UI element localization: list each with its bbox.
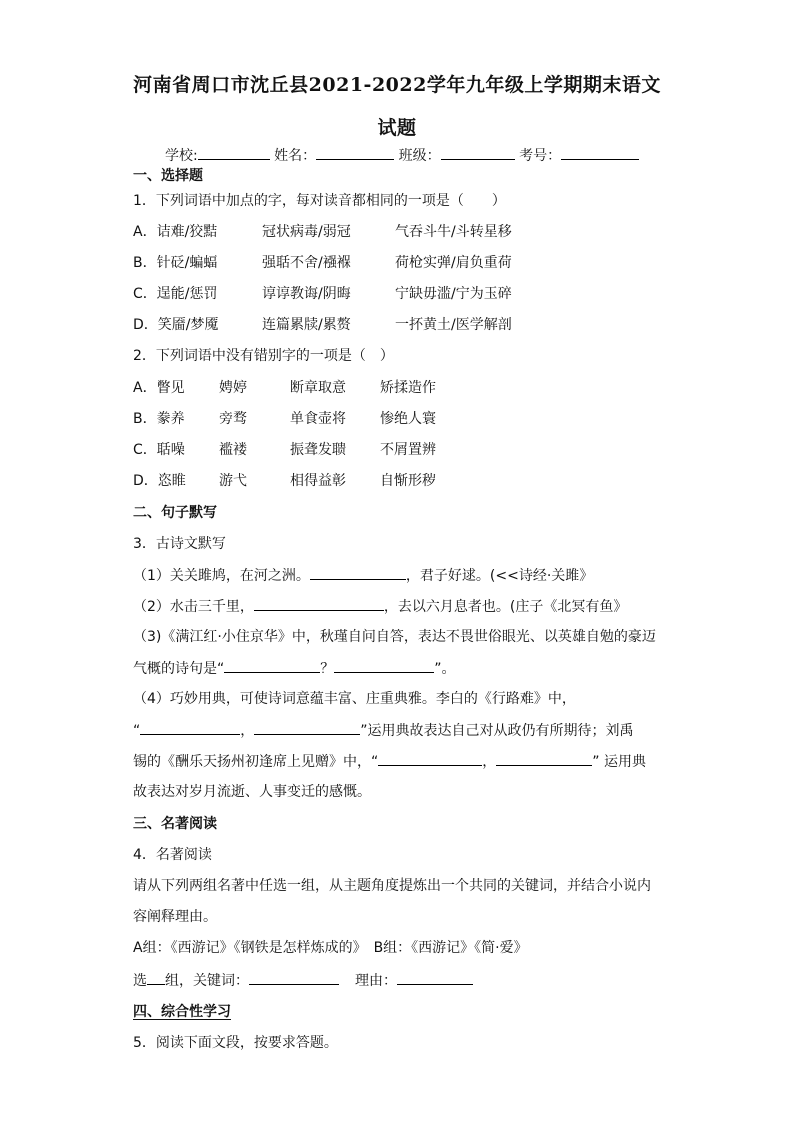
q2-option-a-word4: 矫揉造作 xyxy=(380,380,436,396)
q2-option-a-word3: 断章取意 xyxy=(290,380,346,396)
question-5-stem: 5．阅读下面文段，按要求答题。 xyxy=(133,1035,338,1051)
section-heading: 四、综合性学习 xyxy=(133,1004,231,1020)
answer-blank[interactable] xyxy=(334,658,434,673)
question-4-stem: 4．名著阅读 xyxy=(133,847,212,863)
answer-blank[interactable] xyxy=(496,751,592,766)
q2-option-b-word4: 惨绝人寰 xyxy=(380,411,436,427)
q2-option-c-word4: 不屑置辨 xyxy=(380,442,436,458)
q3-text: “ xyxy=(133,723,141,739)
q3-line-5: （4）巧妙用典，可使诗词意蕴丰富、庄重典雅。李白的《行路难》中， xyxy=(133,691,576,707)
q1-option-c-word2: 谆谆教诲/阴晦 xyxy=(262,286,351,302)
q1-option-c[interactable]: C．逞能/惩罚 xyxy=(133,286,218,302)
question-2-stem: 2．下列词语中没有错别字的一项是（ ） xyxy=(133,348,394,364)
q2-option-c-word3: 振聋发聩 xyxy=(290,442,346,458)
answer-blank[interactable] xyxy=(254,720,360,735)
exam-no-blank[interactable] xyxy=(561,145,639,160)
group-blank[interactable] xyxy=(147,970,165,985)
q4-line-3: A组：《西游记》《钢铁是怎样炼成的》 B组：《西游记》《简·爱》 xyxy=(133,940,528,956)
q3-text: 锡的《酬乐天扬州初逢席上见赠》中，“ xyxy=(133,754,379,770)
q3-text: 气概的诗句是“ xyxy=(133,661,225,677)
q2-option-b-word2: 旁骛 xyxy=(219,411,247,427)
q2-option-a-word2: 娉婷 xyxy=(219,380,247,396)
answer-blank[interactable] xyxy=(224,658,320,673)
q1-option-a[interactable]: A．诘难/狡黠 xyxy=(133,224,218,240)
section-heading: 三、名著阅读 xyxy=(133,816,217,832)
exam-title-line1: 河南省周口市沈丘县2021-2022学年九年级上学期期末语文 xyxy=(133,74,661,96)
q3-line-8: 故表达对岁月流逝、人事变迁的感慨。 xyxy=(133,784,371,800)
answer-blank[interactable] xyxy=(378,751,482,766)
q4-line-1: 请从下列两组名著中任选一组，从主题角度提炼出一个共同的关键词，并结合小说内 xyxy=(133,878,651,894)
q2-option-d-word2: 游弋 xyxy=(219,473,247,489)
school-label: 学校: xyxy=(165,148,198,164)
exam-no-label: 考号： xyxy=(519,148,562,164)
q3-text: ” 运用典 xyxy=(592,754,646,770)
q4-line-4 xyxy=(133,970,473,991)
q1-option-d-word2: 连篇累牍/累赘 xyxy=(262,317,351,333)
q3-text: （1）关关雎鸠，在河之洲。 xyxy=(133,568,310,584)
q3-line-4 xyxy=(133,658,456,679)
section-heading: 一、选择题 xyxy=(133,168,203,184)
q3-text: ，去以六月息者也。(庄子《北冥有鱼》 xyxy=(383,599,628,615)
q1-option-b-word2: 强聒不舍/襁褓 xyxy=(262,255,351,271)
q4-text: 组，关键词： xyxy=(165,973,249,989)
q1-option-d[interactable]: D．笑靥/梦魇 xyxy=(133,317,219,333)
name-blank[interactable] xyxy=(316,145,394,160)
q2-option-c-word2: 褴褛 xyxy=(219,442,247,458)
class-label: 班级： xyxy=(398,148,441,164)
q3-text: ”运用典故表达自己对从政仍有所期待；刘禹 xyxy=(360,723,634,739)
exam-title-line2: 试题 xyxy=(377,117,417,139)
q3-text: ， xyxy=(482,754,497,770)
q3-line-2 xyxy=(133,596,627,617)
school-blank[interactable] xyxy=(198,145,270,160)
q3-text: ，君子好逑。(<<诗经·关雎》 xyxy=(405,568,594,584)
q3-line-6 xyxy=(133,720,634,741)
answer-blank[interactable] xyxy=(310,565,406,580)
question-1-stem: 1．下列词语中加点的字，每对读音都相同的一项是（ ） xyxy=(133,193,506,209)
q2-option-b[interactable]: B．豢养 xyxy=(133,411,185,427)
q2-option-d-word4: 自惭形秽 xyxy=(380,473,436,489)
q3-text: （2）水击三千里， xyxy=(133,599,254,615)
q1-option-c-word3: 宁缺毋滥/宁为玉碎 xyxy=(395,286,512,302)
name-label: 姓名： xyxy=(274,148,317,164)
student-info-row xyxy=(165,145,639,166)
q3-text: ？ xyxy=(320,661,335,677)
q3-line-3: （3)《满江红·小住京华》中，秋瑾自问自答，表达不畏世俗眼光、以英雄自勉的豪迈 xyxy=(133,629,656,645)
answer-blank[interactable] xyxy=(254,596,384,611)
q1-option-a-word2: 冠状病毒/弱冠 xyxy=(262,224,351,240)
q2-option-d[interactable]: D．恣睢 xyxy=(133,473,186,489)
answer-blank[interactable] xyxy=(140,720,240,735)
q3-line-1 xyxy=(133,565,593,586)
q4-line-2: 容阐释理由。 xyxy=(133,909,217,925)
q2-option-d-word3: 相得益彰 xyxy=(290,473,346,489)
q2-option-c[interactable]: C．聒噪 xyxy=(133,442,185,458)
q1-option-b-word3: 荷枪实弹/肩负重荷 xyxy=(395,255,512,271)
keyword-blank[interactable] xyxy=(249,970,339,985)
q2-option-a[interactable]: A．瞥见 xyxy=(133,380,185,396)
q1-option-a-word3: 气吞斗牛/斗转星移 xyxy=(395,224,512,240)
q3-line-7 xyxy=(133,751,646,772)
class-blank[interactable] xyxy=(441,145,515,160)
section-heading: 二、句子默写 xyxy=(133,505,217,521)
q4-text: 选 xyxy=(133,973,147,989)
q3-text: ， xyxy=(240,723,255,739)
q1-option-d-word3: 一抔黄土/医学解剖 xyxy=(395,317,512,333)
reason-blank[interactable] xyxy=(397,970,473,985)
q2-option-b-word3: 单食壶将 xyxy=(290,411,346,427)
q4-text: 理由： xyxy=(355,973,397,989)
question-3-stem: 3．古诗文默写 xyxy=(133,536,226,552)
q3-text: ”。 xyxy=(434,661,456,677)
q1-option-b[interactable]: B．针砭/蝙蝠 xyxy=(133,255,218,271)
